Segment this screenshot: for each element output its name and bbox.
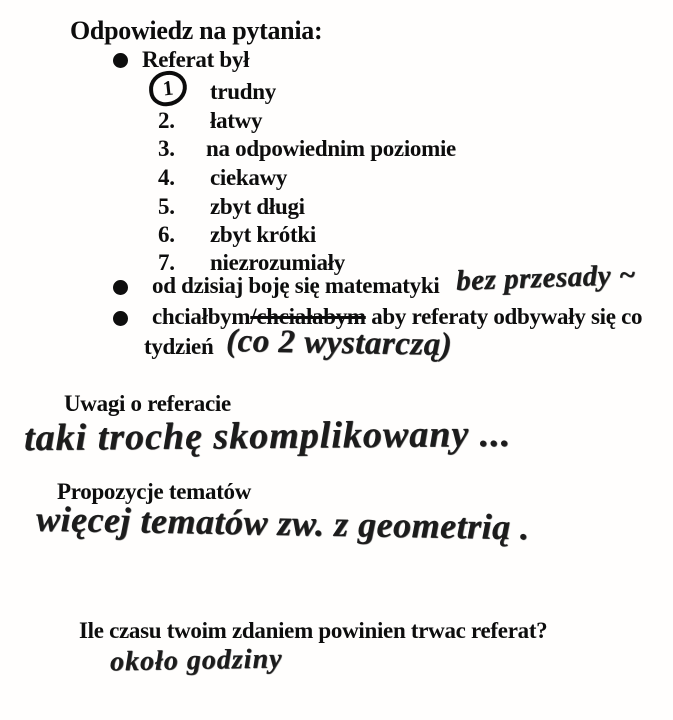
section-propozycje-label: Propozycje tematów bbox=[57, 479, 252, 504]
bullet-icon bbox=[113, 280, 128, 295]
option-number: 2. bbox=[158, 108, 175, 133]
question-referaty-label-start: chciałbym bbox=[152, 304, 251, 329]
bullet-icon bbox=[113, 53, 128, 68]
bullet-icon bbox=[113, 311, 128, 326]
option-number: 5. bbox=[158, 194, 175, 219]
option-text: zbyt krótki bbox=[210, 222, 316, 247]
option-text: trudny bbox=[210, 79, 276, 104]
handwritten-answer: taki trochę skomplikowany ... bbox=[23, 412, 512, 460]
handwritten-note: (co 2 wystarczą) bbox=[225, 323, 453, 363]
option-number: 4. bbox=[158, 165, 175, 190]
handwritten-answer: około godziny bbox=[109, 643, 283, 678]
option-number: 3. bbox=[158, 136, 175, 161]
handwritten-answer: więcej tematów zw. z geometrią . bbox=[35, 498, 530, 548]
form-title: Odpowiedz na pytania: bbox=[70, 16, 323, 45]
option-text: zbyt długi bbox=[210, 194, 305, 219]
struck-text: /chciałabym bbox=[250, 304, 366, 329]
option-text: niezrozumiały bbox=[210, 250, 345, 275]
question-referaty-label-end: aby referaty odbywały się co bbox=[365, 304, 643, 329]
question-czas-label: Ile czasu twoim zdaniem powinien trwac referat? bbox=[79, 618, 548, 643]
option-number: 7. bbox=[158, 250, 175, 275]
question-referat-label: Referat był bbox=[142, 47, 250, 72]
option-text: ciekawy bbox=[210, 165, 288, 190]
handwritten-circle-mark bbox=[147, 69, 188, 108]
question-matematyka-label: od dzisiaj boję się matematyki bbox=[152, 273, 440, 298]
option-number: 6. bbox=[158, 222, 175, 247]
option-text: na odpowiednim poziomie bbox=[206, 136, 456, 161]
section-uwagi-label: Uwagi o referacie bbox=[64, 391, 231, 416]
option-text: łatwy bbox=[210, 108, 263, 133]
option-number: 1 bbox=[161, 75, 175, 101]
question-referaty-label-wrap: tydzień bbox=[144, 334, 214, 359]
handwritten-note: bez przesady ~ bbox=[455, 258, 637, 298]
